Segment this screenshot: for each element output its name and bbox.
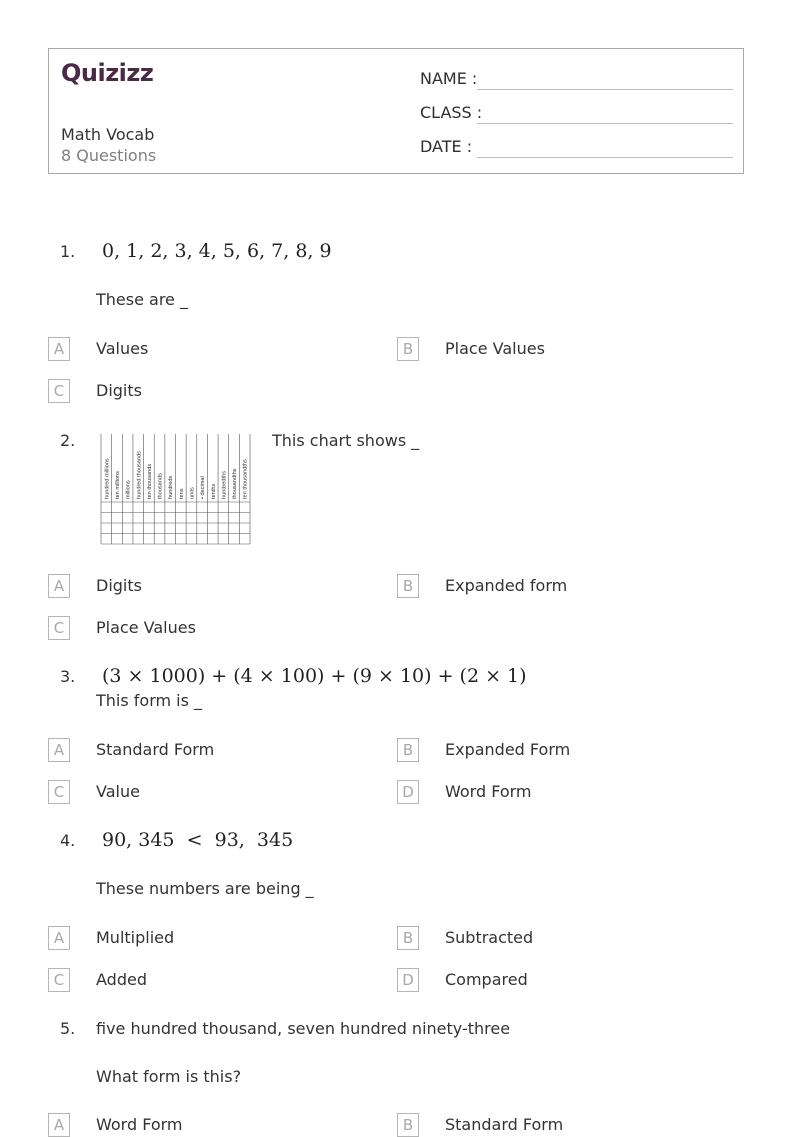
class-label: CLASS : [420,103,483,122]
option-letter[interactable]: C [48,379,70,403]
option-letter[interactable]: A [48,926,70,950]
option-text[interactable]: Subtracted [445,928,534,947]
option-letter[interactable]: B [397,738,419,762]
option-letter[interactable]: D [397,968,419,992]
date-label: DATE : [420,137,473,156]
question-text: This form is _ [96,691,203,710]
question-number: 2. [60,431,76,450]
option-text[interactable]: Multiplied [96,928,175,947]
chart-column-label: • decimal [200,476,207,499]
chart-column-label: hundreds [168,475,175,499]
option-text[interactable]: Word Form [445,782,532,801]
option-text[interactable]: Place Values [445,339,545,358]
question-text: These numbers are being _ [96,879,314,898]
option-text[interactable]: Place Values [96,618,196,637]
chart-column-label: millions [125,480,132,499]
question-math: 90, 345 < 93, 345 [102,829,294,851]
option-letter[interactable]: B [397,574,419,598]
question-text-secondary: What form is this? [96,1067,242,1086]
question-text: five hundred thousand, seven hundred ninety-three [96,1019,511,1038]
option-text[interactable]: Value [96,782,140,801]
header-box [48,48,744,174]
chart-column-label: ten thousandths [242,459,249,499]
option-text[interactable]: Word Form [96,1115,183,1134]
option-text[interactable]: Values [96,339,149,358]
option-letter[interactable]: B [397,926,419,950]
option-text[interactable]: Added [96,970,147,989]
chart-column-label: hundredths [221,471,228,499]
name-label: NAME : [420,69,478,88]
question-math: 0, 1, 2, 3, 4, 5, 6, 7, 8, 9 [102,240,332,262]
quizizz-logo: Quizizz [61,59,154,87]
option-letter[interactable]: A [48,738,70,762]
chart-column-label: thousands [157,473,164,499]
option-letter[interactable]: C [48,780,70,804]
date-line [477,157,733,158]
question-math: (3 × 1000) + (4 × 100) + (9 × 10) + (2 × 1) [102,665,527,687]
question-count: 8 Questions [61,146,157,165]
quiz-title: Math Vocab [61,125,155,144]
option-letter[interactable]: B [397,1113,419,1137]
chart-column-label: hundred millions [104,458,111,499]
chart-column-label: ten thousands [146,463,153,499]
option-text[interactable]: Digits [96,576,142,595]
chart-column-label: hundred thousands [136,451,143,499]
chart-column-label: ten millions [114,471,121,499]
chart-column-label: units [189,487,196,499]
option-letter[interactable]: C [48,968,70,992]
option-letter[interactable]: A [48,337,70,361]
option-letter[interactable]: A [48,1113,70,1137]
chart-column-label: tens [178,488,185,499]
option-letter[interactable]: B [397,337,419,361]
option-text[interactable]: Expanded Form [445,740,571,759]
class-line [477,123,733,124]
question-text: This chart shows _ [272,431,420,450]
option-letter[interactable]: C [48,616,70,640]
place-value-chart [99,432,252,546]
option-text[interactable]: Standard Form [96,740,215,759]
chart-column-label: thousandths [232,468,239,499]
question-number: 5. [60,1019,76,1038]
option-text[interactable]: Compared [445,970,528,989]
question-text: These are _ [96,290,188,309]
question-number: 3. [60,667,76,686]
option-text[interactable]: Expanded form [445,576,568,595]
name-line [477,89,733,90]
chart-column-label: tenths [210,483,217,499]
option-letter[interactable]: A [48,574,70,598]
option-text[interactable]: Standard Form [445,1115,564,1134]
option-text[interactable]: Digits [96,381,142,400]
question-number: 4. [60,831,76,850]
option-letter[interactable]: D [397,780,419,804]
question-number: 1. [60,242,76,261]
